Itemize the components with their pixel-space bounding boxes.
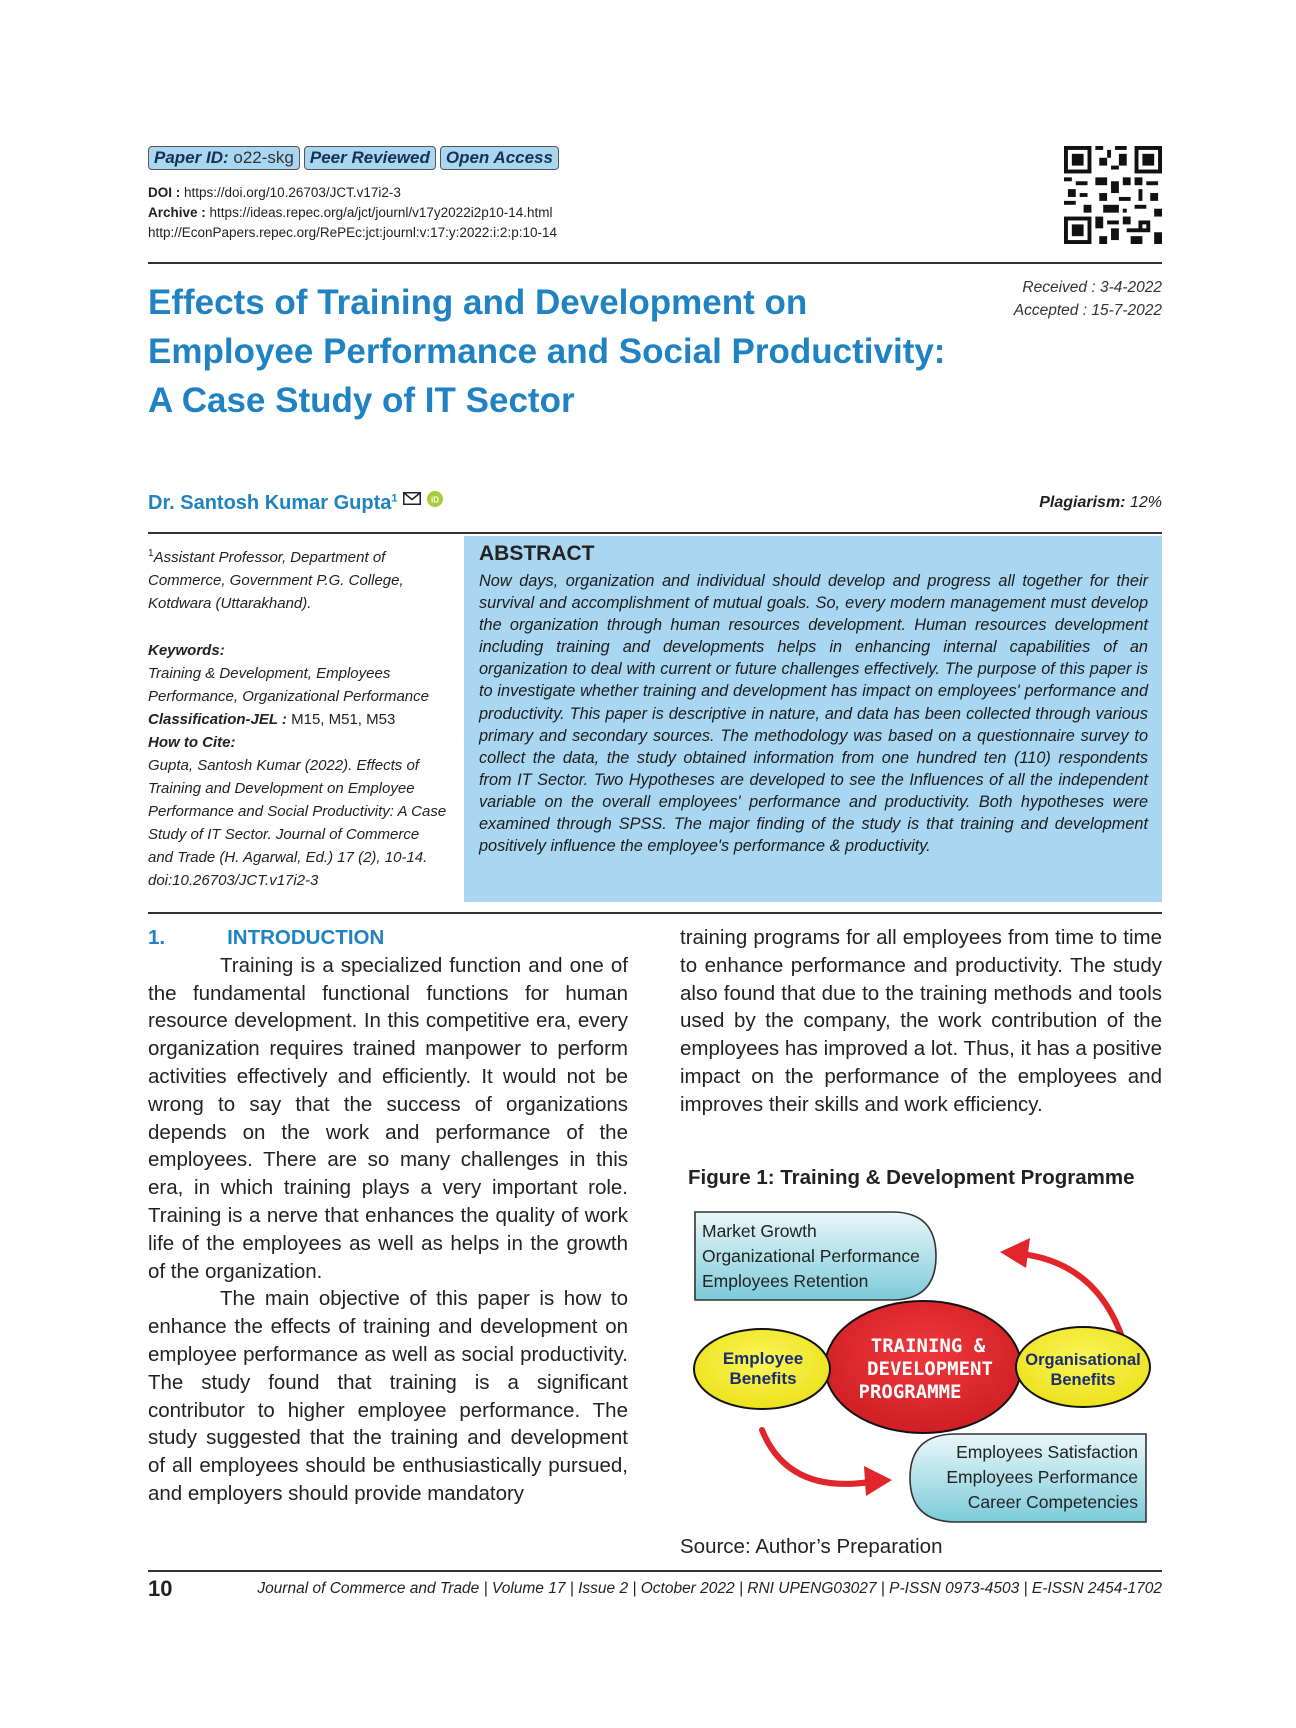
svg-text:iD: iD <box>430 495 439 505</box>
paper-title <box>148 278 988 425</box>
author-divider <box>148 532 1162 534</box>
affiliation <box>148 542 448 615</box>
employee-benefits-line-2: Benefits <box>729 1369 797 1388</box>
plagiarism-info <box>900 494 1162 512</box>
header-divider <box>148 262 1162 264</box>
paper-id-badge <box>148 146 300 170</box>
organisational-benefits-line-1: Organisational <box>1025 1351 1141 1369</box>
author-superscript: 1 <box>391 492 398 505</box>
peer-reviewed-badge: Peer Reviewed <box>304 146 436 170</box>
outcome-market-growth: Market Growth <box>702 1221 817 1241</box>
keywords-label: Keywords: <box>148 642 225 659</box>
cite-label: How to Cite: <box>148 734 236 751</box>
outcomes-box-top <box>695 1212 936 1300</box>
intro-paragraph-1: Training is a specialized function and one of the fundamental functional functions for human resource development. In this competitive era, every organization requires trained manpower to perform activities effectively and efficiently. It would not be wrong to say that the success of organizations depends on the work and performance of the employees. There are so many challenges in this era, in which training plays a very important role. Training is a nerve that enhances the quality of work life of the employees as well as helps in the growth of the organization. <box>148 953 628 1283</box>
intro-heading-text: INTRODUCTION <box>227 926 385 949</box>
cite-text: Gupta, Santosh Kumar (2022). Effects of Training and Development on Employee Performance and Social Productivity: A Case Study of IT Sector. Journal of Commerce and Trade (H. Agarwal, Ed.) 17 (2), 10-14. doi:10.26703/JCT.v17i2-3 <box>148 757 447 889</box>
plagiarism-value: 12% <box>1129 494 1162 511</box>
author-name: Dr. Santosh Kumar Gupta <box>148 492 392 514</box>
keywords-text: Training & Development, Employees Performance, Organizational Performance <box>148 665 429 705</box>
page-number: 10 <box>148 1576 173 1601</box>
employee-benefits-oval <box>694 1329 830 1409</box>
intro-heading <box>148 924 628 952</box>
intro-paragraph-2: The main objective of this paper is how to enhance the effects of training and development on employee performance as well as social productivity. The study found that training is a significant contributor to higher employee performance. The study suggested that the training and development of all employees should be enthusiastically pursued, and employers should provide mandatory <box>148 1287 628 1505</box>
abstract-heading: ABSTRACT <box>479 542 595 565</box>
affiliation-superscript: 1 <box>148 548 154 559</box>
author-name-row <box>148 491 443 515</box>
header-meta <box>148 183 948 243</box>
archive-link[interactable]: https://ideas.repec.org/a/jct/journl/v17y2022i2p10-14.html <box>209 205 553 220</box>
training-development-diagram <box>680 1204 1162 1524</box>
email-icon[interactable] <box>403 492 421 505</box>
right-column <box>680 924 1162 1119</box>
abstract-box <box>464 536 1162 902</box>
open-access-badge: Open Access <box>440 146 559 170</box>
badge-row <box>148 146 563 170</box>
title-line-3: A Case Study of IT Sector <box>148 381 575 420</box>
footer-divider <box>148 1570 1162 1572</box>
accepted-date: Accepted : 15-7-2022 <box>1013 302 1162 319</box>
organisational-benefits-oval <box>1016 1327 1150 1407</box>
doi-label: DOI : <box>148 185 181 200</box>
affiliation-text: Assistant Professor, Department of Commerce, Government P.G. College, Kotdwara (Uttarakhand). <box>148 549 404 612</box>
employee-benefits-line-1: Employee <box>722 1349 804 1368</box>
figure-title: Figure 1: Training & Development Programme <box>688 1166 1135 1189</box>
jel-label: Classification-JEL : <box>148 711 287 728</box>
received-date: Received : 3-4-2022 <box>1022 279 1162 296</box>
left-column <box>148 924 628 1508</box>
outcomes-box-bottom <box>910 1434 1146 1522</box>
intro-paragraph-3: training programs for all employees from time to time to enhance performance and productivity. The study also found that due to the training methods and tools used by the company, the work contribution of the employees has improved a lot. Thus, it has a positive impact on the performance of the employees and improves their skills and work efficiency. <box>680 926 1162 1116</box>
bottom-left-arrow-icon <box>762 1430 892 1496</box>
abstract-text: Now days, organization and individual should develop and progress all together for their survival and accomplishment of mutual goals. So, every modern management must develop the organization through human resources development. Human resources development including training and developments helps in enhancing internal capabilities of an organization to deal with current or future challenges effectively. The purpose of this paper is to investigate whether training and development has impact on employees' performance and productivity. This paper is descriptive in nature, and data has been collected through various primary and secondary sources. The methodology was based on a questionnaire survey to collect the data, the study obtained information from one hundred ten (110) respondents from IT Sector. Two Hypotheses are developed to see the Influences of all the independent variable on the overall employees' performance and productivity. Both hypotheses were examined through SPSS. The major finding of the study is that training and development positively influence the employee's performance & productivity. <box>479 572 1148 856</box>
jel-codes: M15, M51, M53 <box>291 711 396 728</box>
archive-label: Archive : <box>148 205 206 220</box>
center-line-2: DEVELOPMENT <box>867 1358 993 1380</box>
outcome-employees-satisfaction: Employees Satisfaction <box>956 1442 1138 1462</box>
title-line-1: Effects of Training and Development on <box>148 283 808 322</box>
outcome-career-competencies: Career Competencies <box>967 1492 1138 1512</box>
journal-footer: Journal of Commerce and Trade | Volume 17 | Issue 2 | October 2022 | RNI UPENG03027 | P-ISSN 0973-4503 | E-ISSN 2454-1702 <box>257 1580 1162 1597</box>
outcome-employees-retention: Employees Retention <box>702 1271 869 1291</box>
orcid-icon[interactable] <box>427 491 443 507</box>
organisational-benefits-line-2: Benefits <box>1050 1371 1116 1389</box>
outcome-employees-performance: Employees Performance <box>946 1467 1138 1487</box>
dates-block <box>900 276 1162 322</box>
abstract-divider <box>148 912 1162 914</box>
figure-source: Source: Author’s Preparation <box>680 1535 943 1558</box>
title-line-2: Employee Performance and Social Productivity: <box>148 332 946 371</box>
econpapers-link[interactable]: http://EconPapers.repec.org/RePEc:jct:journl:v:17:y:2022:i:2:p:10-14 <box>148 225 557 240</box>
qr-code-icon <box>1064 146 1162 244</box>
intro-number: 1. <box>148 926 166 949</box>
center-programme-ellipse <box>825 1301 1021 1433</box>
outcome-organizational-performance: Organizational Performance <box>702 1246 920 1266</box>
center-line-1: TRAINING & <box>870 1335 986 1357</box>
paper-id-value: o22-skg <box>233 148 294 167</box>
center-line-3: PROGRAMME <box>858 1381 962 1403</box>
paper-id-label: Paper ID: <box>154 148 229 167</box>
doi-link[interactable]: https://doi.org/10.26703/JCT.v17i2-3 <box>184 185 401 200</box>
plagiarism-label: Plagiarism: <box>1039 494 1126 511</box>
article-sidebar <box>148 542 448 892</box>
